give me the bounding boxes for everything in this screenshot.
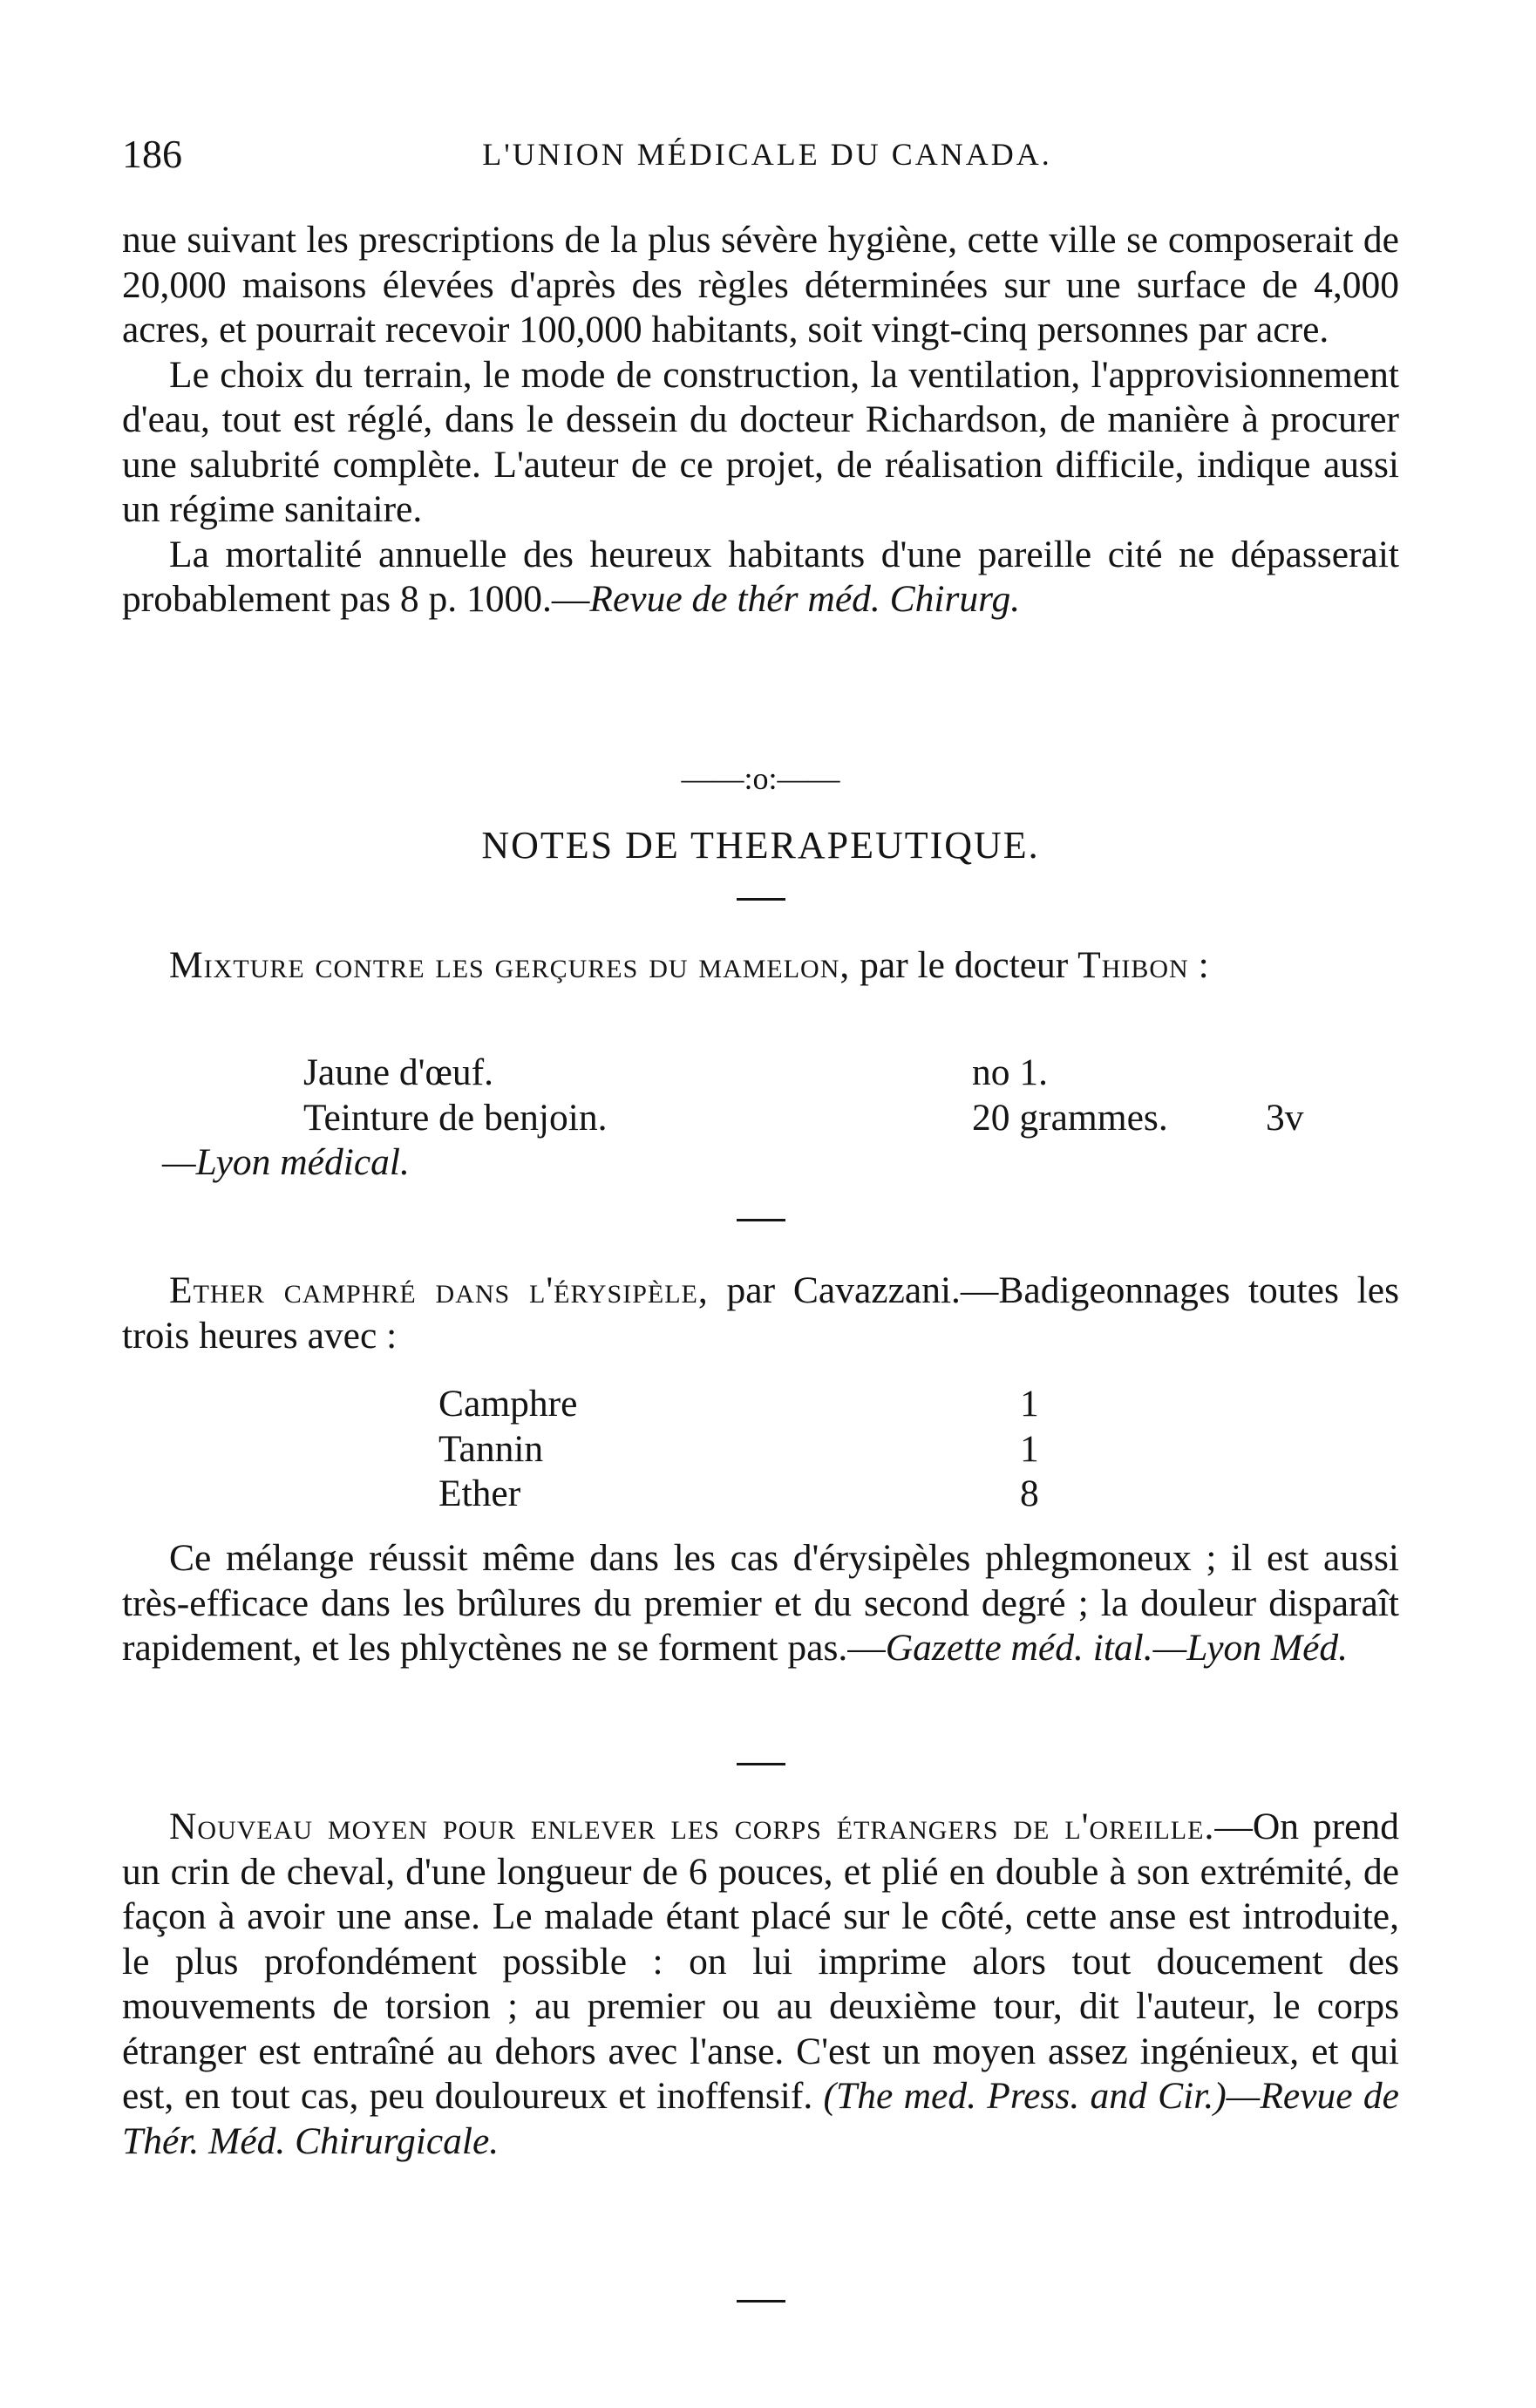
item-rule xyxy=(122,1763,1399,1765)
item-title: Nouveau moyen pour enlever les corps étrangers de l'oreille. xyxy=(169,1806,1215,1847)
ingredient: Ether xyxy=(438,1473,521,1514)
amount: 1 xyxy=(1020,1427,1039,1470)
item-rule xyxy=(122,1219,1399,1221)
item-title: Ether camphré dans l'érysipèle, xyxy=(169,1269,709,1311)
item-title: Mixture contre les gerçures du mamelon, xyxy=(169,944,851,986)
source-citation: Gazette méd. ital.—Lyon Méd. xyxy=(885,1627,1349,1669)
item-ether-body xyxy=(122,1536,1399,1671)
recipe-row xyxy=(122,1051,1399,1096)
formula-table xyxy=(122,1382,1399,1517)
formula-row xyxy=(122,1427,1399,1473)
page-header xyxy=(122,131,1412,183)
item-text: par Cavazzani.—Badigeonnages toutes les trois heures avec : xyxy=(122,1269,1400,1357)
author-name: Thibon xyxy=(1077,944,1189,986)
item-heading xyxy=(122,1805,1399,2164)
paragraph: nue suivant les prescriptions de la plus sévère hygiène, cette ville se composerait de 20,000 maisons élevées d'après des règles déterminées sur une surface de 4,000 acres, et pourrait recevoir 100,000 habitants, soit vingt-cinq personnes par acre. xyxy=(122,219,1399,350)
source-citation: —Lyon médical. xyxy=(162,1141,410,1183)
section-title: NOTES DE THERAPEUTIQUE. xyxy=(481,824,1040,867)
source-citation: (The med. Press. and Cir.)—Revue de Thér. Méd. Chirurgicale. xyxy=(122,2075,1399,2162)
source-citation: Revue de thér méd. Chirurg. xyxy=(589,578,1021,620)
ingredient: Tannin xyxy=(438,1427,544,1470)
ingredient: Camphre xyxy=(438,1383,578,1425)
paragraph-text: Ce mélange réussit même dans les cas d'érysipèles phlegmoneux ; il est aussi très-efficace dans les brûlures du premier et du second degré ; la douleur disparaît rapidement, et les phlyctènes ne se forment pas.— xyxy=(122,1537,1399,1669)
amount: 20 grammes. xyxy=(972,1096,1168,1139)
formula-row xyxy=(122,1382,1399,1427)
amount: no 1. xyxy=(972,1051,1048,1093)
item-mixture xyxy=(122,943,1399,989)
paragraph xyxy=(122,1536,1399,1671)
running-title: L'UNION MÉDICALE DU CANADA. xyxy=(482,137,1052,172)
paragraph: Le choix du terrain, le mode de construction, la ventilation, l'approvisionnement d'eau, tout est réglé, dans le dessein du docteur Richardson, de manière à procurer une salubrité complète. L'auteur de ce projet, de réalisation difficile, indique aussi un régime sanitaire. xyxy=(122,353,1399,530)
item-rule xyxy=(122,2300,1399,2303)
recipe-row xyxy=(122,1096,1399,1141)
item-text: —On prend un crin de cheval, d'une longueur de 6 pouces, et plié en double à son extrémité, de façon à avoir une anse. Le malade étant placé sur le côté, cette anse est introduite, le plus profondément possible : on lui imprime alors tout doucement des mouvements de torsion ; au premier ou au deuxième tour, dit l'auteur, le corps étranger est entraîné au dehors avec l'anse. C'est un moyen assez ingénieux, et qui est, en tout cas, peu douloureux et inoffensif. xyxy=(122,1806,1399,2117)
item-oreille xyxy=(122,1805,1399,2164)
formula-row xyxy=(122,1472,1399,1517)
colon: : xyxy=(1188,944,1209,986)
amount: 8 xyxy=(1020,1473,1039,1514)
byline: par le docteur xyxy=(850,944,1078,986)
page-number: 186 xyxy=(122,132,182,176)
paragraph-text: La mortalité annuelle des heureux habitants d'une pareille cité ne dépasserait probablement pas 8 p. 1000.— xyxy=(122,533,1399,620)
paragraph xyxy=(122,533,1399,622)
article-continuation xyxy=(122,218,1399,622)
ingredient: Teinture de benjoin. xyxy=(303,1096,608,1139)
item-heading xyxy=(122,1269,1399,1358)
item-heading xyxy=(122,943,1399,989)
margin-note: 3v xyxy=(1266,1096,1304,1139)
recipe-table xyxy=(122,1051,1399,1186)
title-rule xyxy=(122,898,1399,901)
item-ether xyxy=(122,1269,1399,1358)
section-separator: ——:o:—— xyxy=(681,761,840,796)
amount: 1 xyxy=(1020,1383,1039,1425)
source-row xyxy=(122,1140,1399,1186)
ingredient: Jaune d'œuf. xyxy=(303,1051,494,1093)
